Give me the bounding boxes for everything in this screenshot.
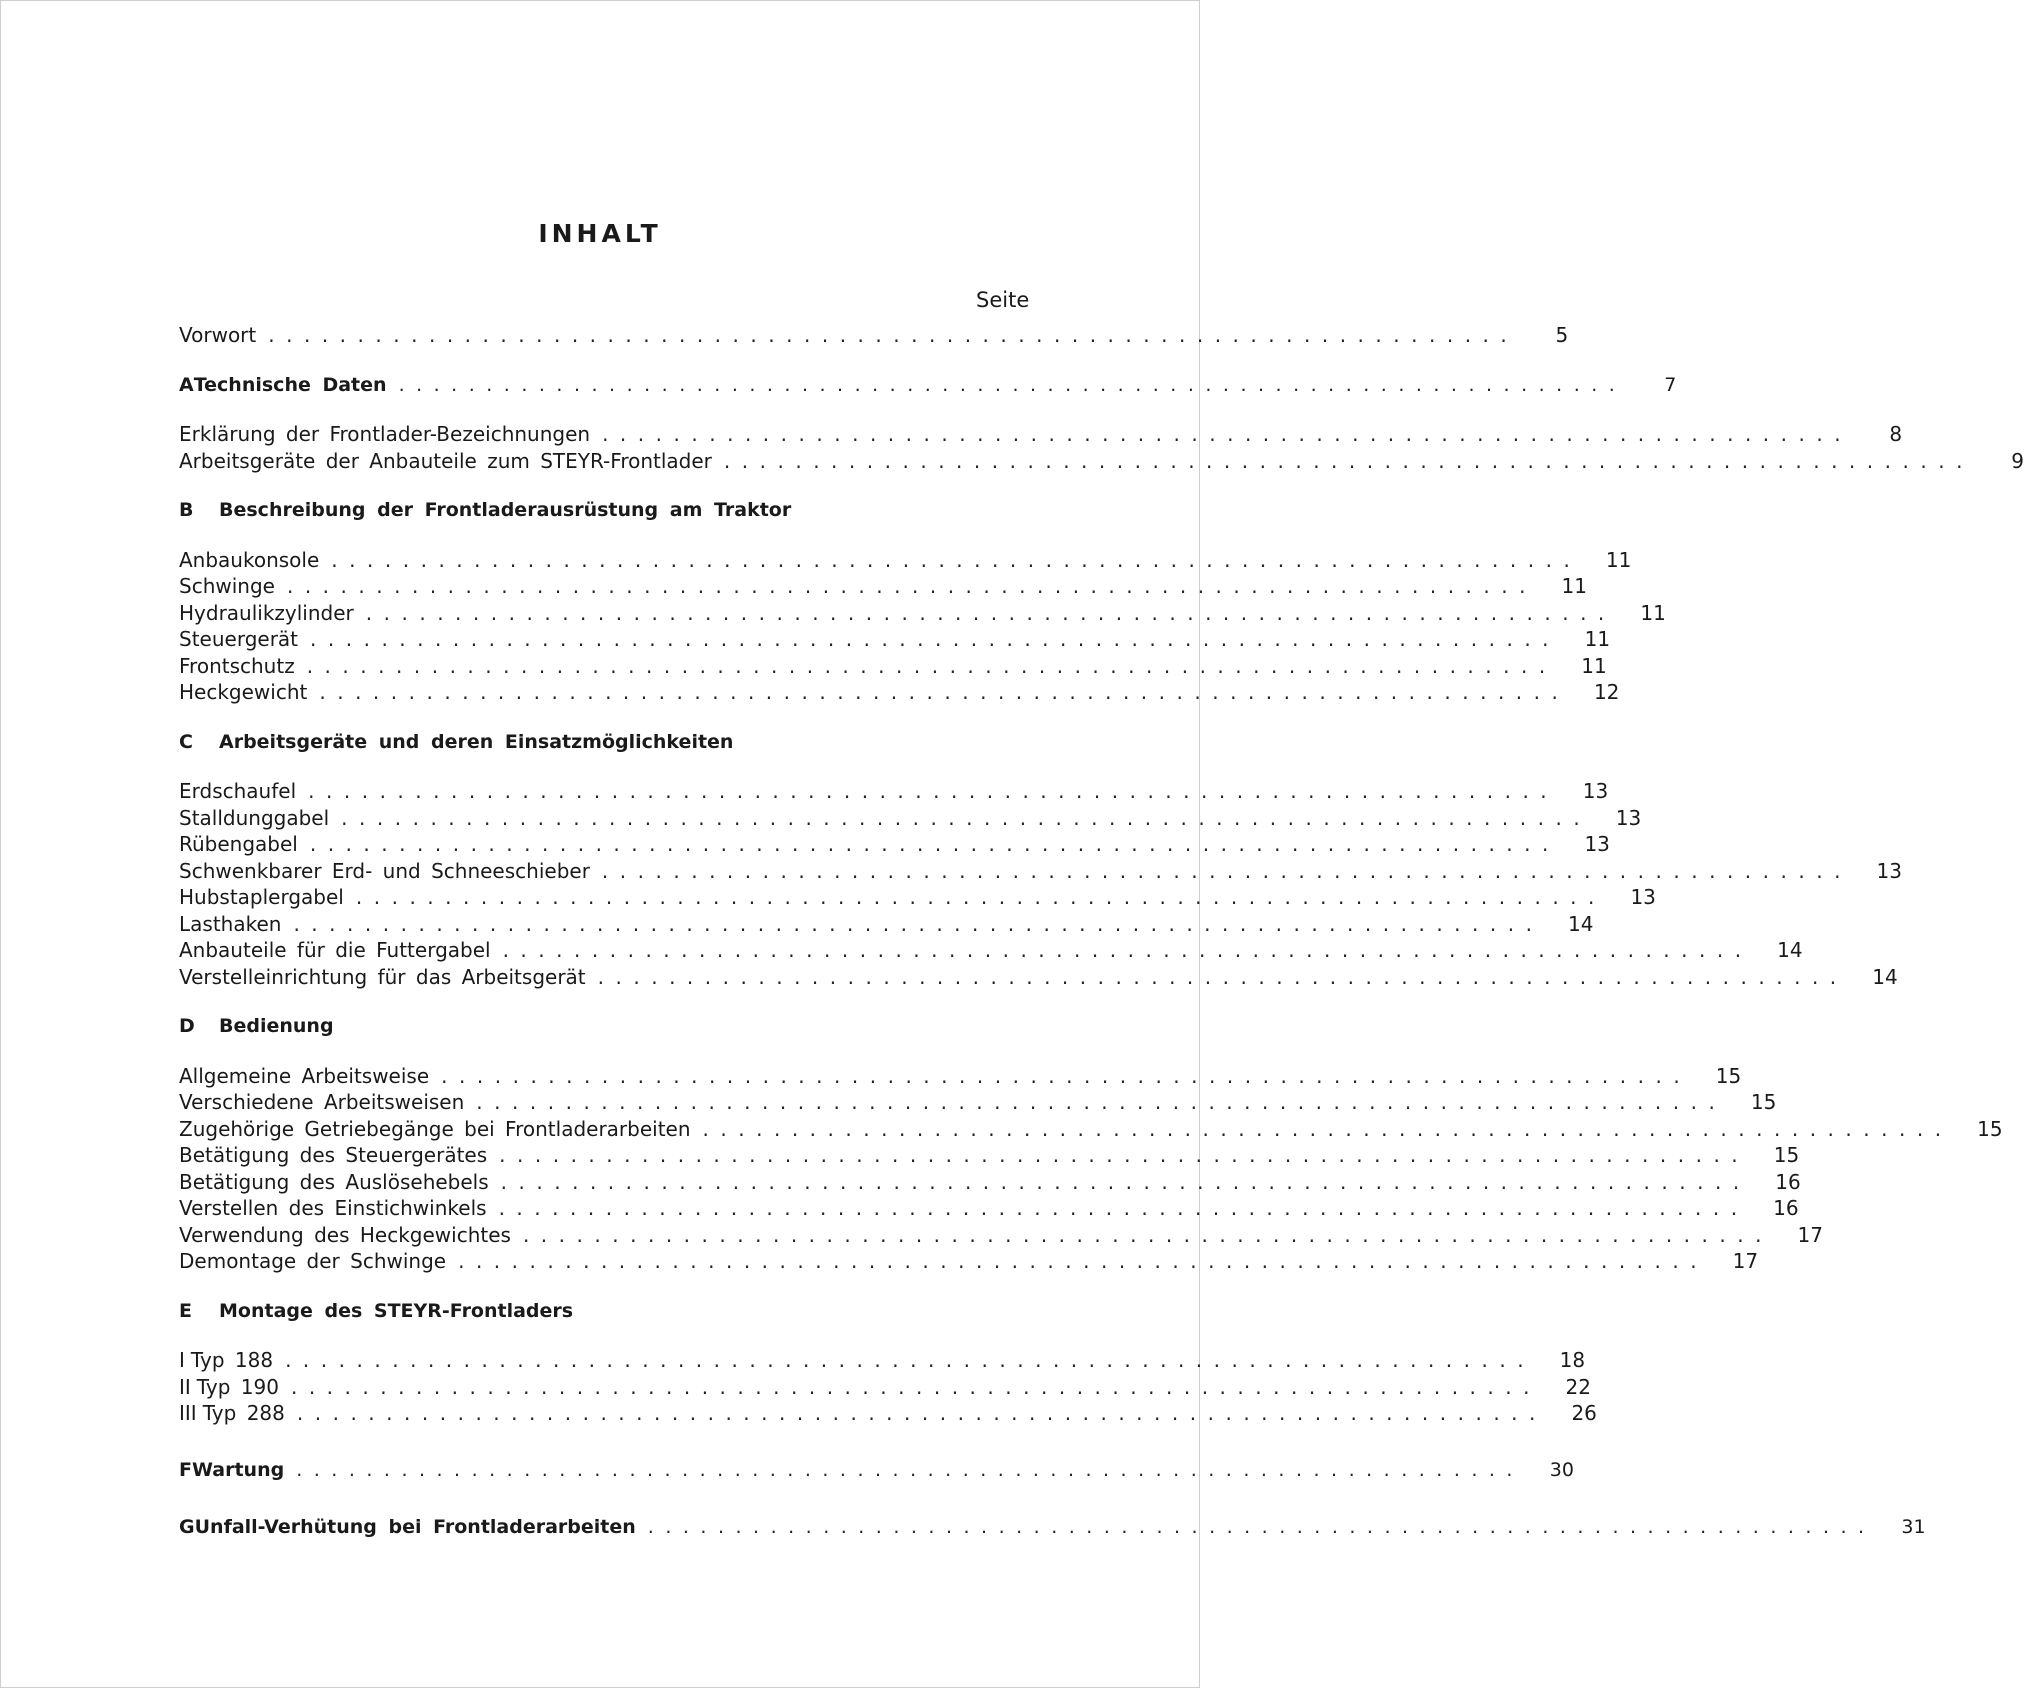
toc-page-number: 26 xyxy=(1571,1401,1597,1425)
dot-leader: ...................................................................... xyxy=(500,1169,1751,1194)
toc-section-heading xyxy=(179,1300,1019,1327)
toc-page-number: 16 xyxy=(1773,1196,1799,1220)
toc-page-number: 7 xyxy=(1664,373,1677,396)
toc-page-number: 30 xyxy=(1549,1458,1574,1481)
toc-page-number: 22 xyxy=(1565,1374,1591,1399)
toc-entry xyxy=(179,653,1607,681)
dot-leader: ...................................................................... xyxy=(498,1196,1749,1220)
toc-entry xyxy=(179,1374,1591,1402)
dot-leader: ...................................................................... xyxy=(309,832,1560,856)
dot-leader: ...................................................................... xyxy=(308,779,1559,803)
dot-leader: ...................................................................... xyxy=(522,1222,1773,1247)
toc-page-number: 17 xyxy=(1732,1249,1759,1273)
roman-numeral: III xyxy=(179,1401,197,1425)
toc-entry-text: Anbauteile für die Futtergabel xyxy=(179,938,491,962)
dot-leader: ...................................................................... xyxy=(476,1090,1727,1114)
toc-entry xyxy=(179,1063,1742,1091)
toc-entry xyxy=(179,627,1611,654)
toc-entry-text: Arbeitsgeräte und deren Einsatzmöglichkeiten xyxy=(219,730,734,753)
toc-section-heading xyxy=(179,1015,1019,1042)
toc-entry xyxy=(179,1222,1823,1250)
toc-page-number: 11 xyxy=(1581,653,1607,678)
section-letter: C xyxy=(179,730,193,753)
toc-page-number: 13 xyxy=(1584,832,1610,856)
roman-numeral: II xyxy=(179,1374,191,1399)
dot-leader: ...................................................................... xyxy=(499,1143,1750,1167)
toc-entry xyxy=(179,832,1610,859)
toc-entry-text: Rübengabel xyxy=(179,832,298,856)
toc-entry xyxy=(179,680,1620,707)
toc-page-number: 31 xyxy=(1901,1516,1926,1538)
dot-leader: ...................................................................... xyxy=(647,1516,1876,1538)
toc-entry-text: Verstelleinrichtung für das Arbeitsgerät xyxy=(179,964,586,989)
dot-leader: ...................................................................... xyxy=(723,448,1974,473)
toc-entry xyxy=(179,1401,1597,1428)
toc-entry-text: Schwenkbarer Erd- und Schneeschieber xyxy=(179,858,590,883)
toc-page-number: 15 xyxy=(1773,1143,1800,1167)
dot-leader: ...................................................................... xyxy=(502,938,1753,962)
toc-page-number: 8 xyxy=(1889,422,1903,446)
toc-entry-text: Steuergerät xyxy=(179,627,299,651)
dot-leader: ...................................................................... xyxy=(602,422,1853,446)
toc-entry-text: Verschiedene Arbeitsweisen xyxy=(179,1090,465,1114)
toc-section-heading xyxy=(179,499,1019,526)
toc-entry xyxy=(179,911,1594,939)
dot-leader: ...................................................................... xyxy=(601,858,1852,883)
dot-leader: ...................................................................... xyxy=(341,805,1592,830)
dot-leader: ...................................................................... xyxy=(296,1401,1547,1425)
toc-entry-text: Typ 288 xyxy=(202,1401,285,1425)
toc-entry-text: Unfall-Verhütung bei Frontladerarbeiten xyxy=(194,1516,636,1538)
section-letter: B xyxy=(179,499,194,521)
toc-entry-text: Beschreibung der Frontladerausrüstung am Traktor xyxy=(219,499,792,521)
section-letter: G xyxy=(179,1516,195,1538)
toc-entry-text: Typ 190 xyxy=(196,1374,279,1399)
toc-entry-text: Verstellen des Einstichwinkels xyxy=(179,1196,487,1220)
dot-leader: ...................................................................... xyxy=(355,885,1606,909)
toc-entry-text: Verwendung des Heckgewichtes xyxy=(179,1222,511,1247)
toc-entry-text: Bedienung xyxy=(219,1015,334,1037)
toc-section-heading xyxy=(179,373,1677,401)
dot-leader: ...................................................................... xyxy=(702,1116,1953,1141)
toc-page-number: 13 xyxy=(1615,805,1642,830)
section-letter: A xyxy=(179,373,194,396)
dot-leader: ...................................................................... xyxy=(296,1458,1524,1481)
toc-entry-text: Frontschutz xyxy=(179,653,295,678)
toc-page-number: 5 xyxy=(1555,323,1569,347)
toc-page-number: 11 xyxy=(1584,627,1611,651)
toc-entry-text: Typ 188 xyxy=(190,1348,274,1372)
toc-entry-text: Allgemeine Arbeitsweise xyxy=(179,1063,430,1088)
toc-entry xyxy=(179,1143,1800,1170)
toc-entry-text: Stalldunggabel xyxy=(179,805,330,830)
toc-entry xyxy=(179,805,1642,833)
dot-leader: ...................................................................... xyxy=(365,600,1616,625)
dot-leader: ...................................................................... xyxy=(310,627,1561,651)
toc-entry xyxy=(179,1196,1799,1223)
dot-leader: ...................................................................... xyxy=(306,653,1557,678)
toc-entry xyxy=(179,1348,1586,1375)
toc-page-number: 13 xyxy=(1630,885,1656,909)
toc-entry xyxy=(179,448,2024,476)
toc-entry xyxy=(179,600,1666,628)
toc-entry-text: Schwinge xyxy=(179,574,275,598)
toc-section-heading xyxy=(179,731,1019,758)
toc-page-number: 13 xyxy=(1876,858,1902,883)
page-title: INHALT xyxy=(538,219,662,248)
page-column-label: Seite xyxy=(976,288,1030,312)
toc-entry-text: Anbaukonsole xyxy=(179,547,320,572)
toc-page-number: 16 xyxy=(1775,1169,1801,1194)
roman-numeral: I xyxy=(179,1348,185,1372)
toc-entry xyxy=(179,1090,1777,1117)
section-letter: F xyxy=(179,1458,192,1481)
toc-entry-text: Wartung xyxy=(191,1458,285,1481)
toc-entry xyxy=(179,574,1587,601)
dot-leader: ...................................................................... xyxy=(268,323,1519,347)
toc-entry xyxy=(179,1116,2003,1144)
toc-page-number: 13 xyxy=(1582,779,1609,803)
toc-entry-text: Montage des STEYR-Frontladers xyxy=(219,1299,574,1322)
toc-entry-text: Vorwort xyxy=(179,323,257,347)
dot-leader: ...................................................................... xyxy=(458,1249,1709,1273)
toc-page-number: 17 xyxy=(1797,1222,1823,1247)
toc-entry-text: Hydraulikzylinder xyxy=(179,600,354,625)
toc-entry xyxy=(179,547,1632,575)
dot-leader: ...................................................................... xyxy=(290,1374,1541,1399)
toc-page-number: 14 xyxy=(1872,964,1898,989)
toc-section-heading xyxy=(179,1458,1574,1486)
dot-leader: ...................................................................... xyxy=(286,574,1537,598)
toc-entry xyxy=(179,885,1656,912)
toc-entry-text: Hubstaplergabel xyxy=(179,885,344,909)
toc-section-heading xyxy=(179,1516,1926,1543)
toc-page-number: 9 xyxy=(2011,448,2024,473)
toc-page-number: 12 xyxy=(1593,680,1620,704)
dot-leader: ...................................................................... xyxy=(331,547,1582,572)
toc-entry xyxy=(179,422,1903,449)
toc-entry-text: Heckgewicht xyxy=(179,680,308,704)
toc-page-number: 15 xyxy=(1715,1063,1742,1088)
toc-page-number: 14 xyxy=(1777,938,1803,962)
toc-entry xyxy=(179,323,1569,350)
toc-entry xyxy=(179,1169,1801,1197)
section-letter: D xyxy=(179,1015,195,1037)
toc-entry-text: Betätigung des Auslösehebels xyxy=(179,1169,489,1194)
toc-entry xyxy=(179,938,1803,965)
dot-leader: ...................................................................... xyxy=(285,1348,1536,1372)
dot-leader: ...................................................................... xyxy=(441,1063,1692,1088)
section-letter: E xyxy=(179,1299,192,1322)
toc-entry-text: Demontage der Schwinge xyxy=(179,1249,447,1273)
toc-page-number: 18 xyxy=(1559,1348,1586,1372)
toc-page-number: 15 xyxy=(1977,1116,2003,1141)
toc-page-number: 15 xyxy=(1750,1090,1777,1114)
toc-entry-text: Erdschaufel xyxy=(179,779,297,803)
toc-page-number: 11 xyxy=(1640,600,1666,625)
toc-entry xyxy=(179,964,1898,992)
toc-entry-text: Zugehörige Getriebegänge bei Frontladerarbeiten xyxy=(179,1116,691,1141)
toc-entry xyxy=(179,1249,1759,1276)
toc-entry-text: Lasthaken xyxy=(179,911,282,936)
dot-leader: ...................................................................... xyxy=(319,680,1570,704)
toc-entry-text: Arbeitsgeräte der Anbauteile zum STEYR-Frontlader xyxy=(179,448,712,473)
toc-entry-text: Betätigung des Steuergerätes xyxy=(179,1143,488,1167)
toc-page-number: 11 xyxy=(1605,547,1632,572)
toc-entry xyxy=(179,779,1609,806)
toc-entry-text: Technische Daten xyxy=(193,373,387,396)
toc-entry-text: Erklärung der Frontlader-Bezeichnungen xyxy=(179,422,591,446)
toc-page-number: 14 xyxy=(1568,911,1594,936)
dot-leader: ...................................................................... xyxy=(293,911,1544,936)
toc-entry xyxy=(179,858,1902,886)
table-of-contents xyxy=(179,323,2024,1543)
toc-page-number: 11 xyxy=(1561,574,1587,598)
dot-leader: ...................................................................... xyxy=(398,373,1627,396)
dot-leader: ...................................................................... xyxy=(597,964,1848,989)
